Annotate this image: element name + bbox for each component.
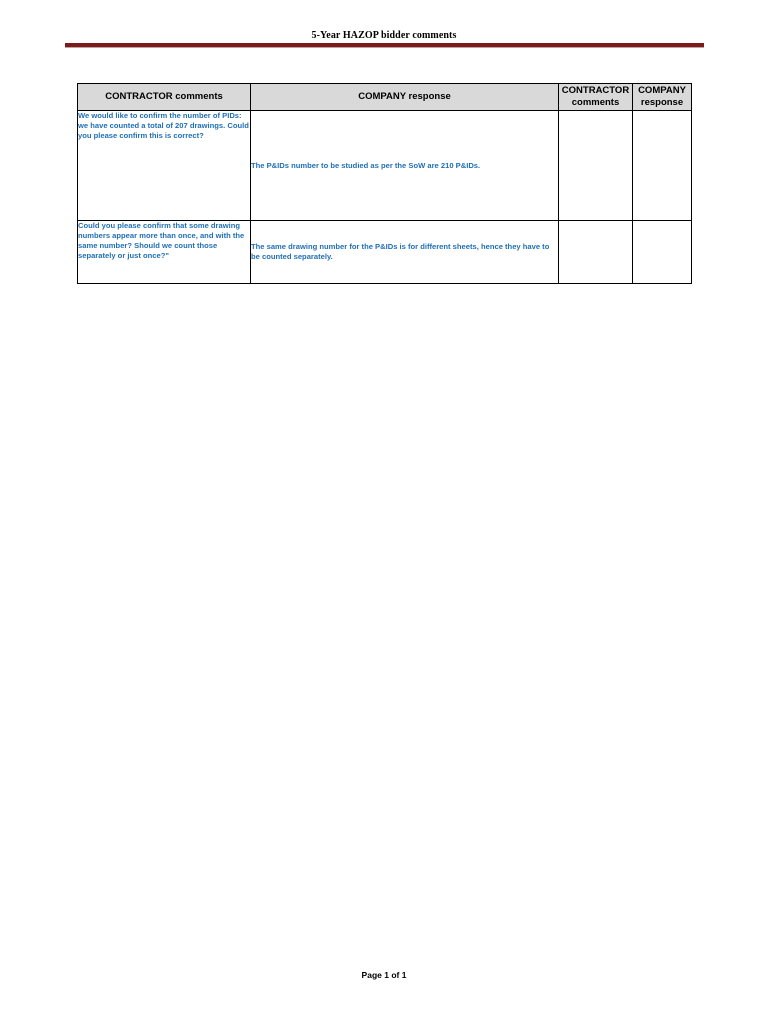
column-header-company-response-2: COMPANY response <box>633 84 692 111</box>
company-response-2-cell <box>633 111 692 221</box>
contractor-comment-cell: Could you please confirm that some drawing numbers appear more than once, and with the same number? Should we count those separately or just once?" <box>78 221 251 284</box>
page-current: 1 <box>384 970 389 980</box>
table-row <box>78 221 692 284</box>
comments-table <box>77 83 692 284</box>
company-response-cell: The P&IDs number to be studied as per the SoW are 210 P&IDs. <box>251 111 559 221</box>
contractor-comment-cell: We would like to confirm the number of PIDs: we have counted a total of 207 drawings. Could you please confirm this is correct? <box>78 111 251 221</box>
column-header-contractor-comments-2: CONTRACTOR comments <box>559 84 633 111</box>
column-header-contractor-comments: CONTRACTOR comments <box>78 84 251 111</box>
table-row <box>78 111 692 221</box>
contractor-comment-2-cell <box>559 221 633 284</box>
page-total: 1 <box>401 970 407 980</box>
page-number <box>0 970 768 980</box>
company-response-2-cell <box>633 221 692 284</box>
table-header-row <box>78 84 692 111</box>
contractor-comment-2-cell <box>559 111 633 221</box>
company-response-cell: The same drawing number for the P&IDs is for different sheets, hence they have to be counted separately. <box>251 221 559 284</box>
page-header-title: 5-Year HAZOP bidder comments <box>311 30 457 41</box>
page-prefix: Page <box>361 970 385 980</box>
column-header-company-response: COMPANY response <box>251 84 559 111</box>
header-rule <box>65 43 704 47</box>
page-of: of <box>388 970 402 980</box>
